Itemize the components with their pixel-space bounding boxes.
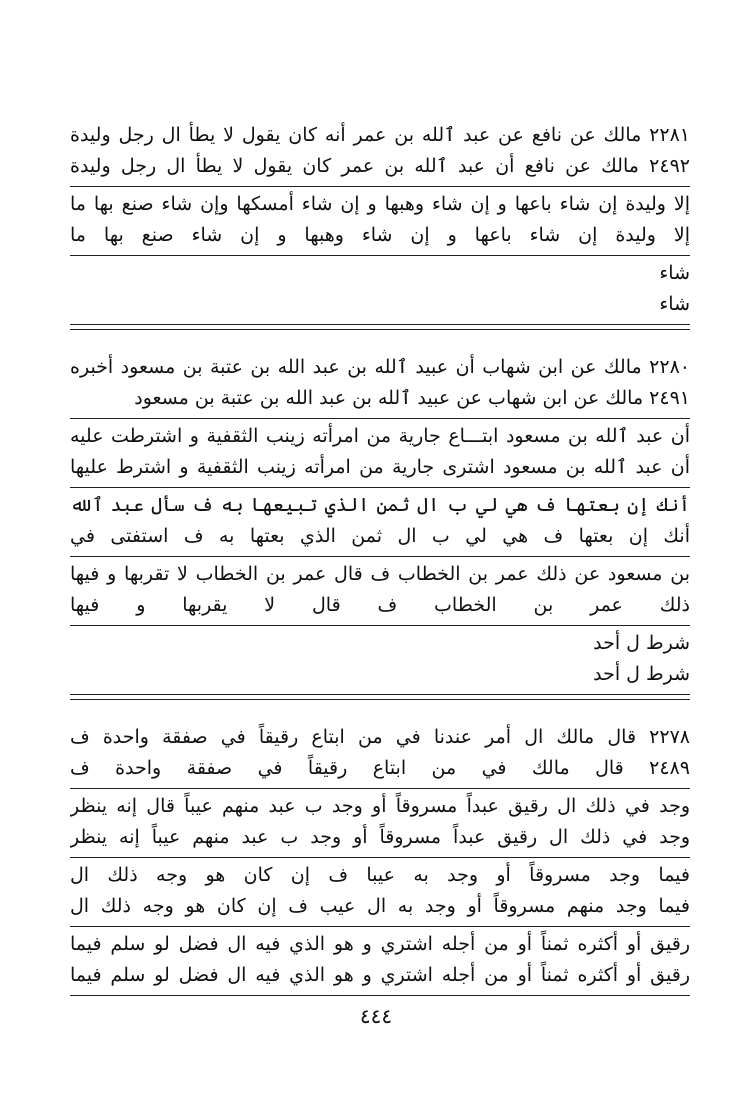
line-pair [70, 858, 690, 927]
hadith-group-2 [70, 350, 690, 700]
text-line: شرط ل أحد [593, 663, 690, 685]
text-line: أن عبد ٱلله بن مسعود اشترى جارية من امرأته زينب الثقفية و اشترط عليها [70, 456, 690, 478]
text-line: وجد في ذلك ال رقيق عبداً مسروقاً أو وجد ب عبد منهم عيباً قال إنه ينظر [70, 795, 690, 817]
text-line: إلا وليدة إن شاء باعها و إن شاء وهبها و إن شاء صنع بها ما [70, 224, 690, 246]
text-line: ٢٤٩١ مالك عن ابن شهاب عن عبيد ٱلله بن عبد الله بن عتبة بن مسعود [134, 387, 690, 409]
line-pair [70, 256, 690, 325]
line-pair [70, 118, 690, 187]
text-line: وجد في ذلك ال رقيق عبداً مسروقاً أو وجد ب عبد منهم عيباً إنه ينظر [70, 826, 690, 848]
text-line: ٢٤٩٢ مالك عن نافع أن عبد ٱلله بن عمر كان يقول لا يطأ ال رجل وليدة [70, 155, 690, 177]
text-line: ٢٤٨٩ قال مالك في من ابتاع رقيقاً في صفقة واحدة ف [70, 757, 690, 779]
hadith-group-1 [70, 118, 690, 330]
line-pair [70, 789, 690, 858]
group-spacer [70, 700, 690, 720]
group-spacer [70, 330, 690, 350]
line-pair [70, 927, 690, 996]
text-line: إلا وليدة إن شاء باعها و إن شاء وهبها و إن شاء أمسكها وإن شاء صنع بها ما [70, 193, 690, 215]
line-pair [70, 187, 690, 256]
page-number: ٤٤٤ [359, 1004, 393, 1028]
text-line: رقيق أو أكثره ثمناً أو من أجله اشتري و هو الذي فيه ال فضل لو سلم فيما [70, 933, 690, 955]
line-pair [70, 488, 690, 557]
line-pair [70, 557, 690, 626]
line-pair [70, 419, 690, 488]
text-line: ٢٢٨١ مالك عن نافع عن عبد ٱلله بن عمر أنه كان يقول لا يطأ ال رجل وليدة [70, 124, 690, 146]
hadith-group-3 [70, 720, 690, 996]
text-line: أنك إن بعتها ف هي لي ب ال ثمن الذي بعتها به ف استفتى في [70, 525, 690, 547]
line-pair [70, 350, 690, 419]
text-line: ذلك عمر بن الخطاب ف قال لا يقربها و فيها [70, 594, 690, 616]
text-line: شاء [659, 262, 690, 284]
text-line: شاء [659, 293, 690, 315]
text-line: أنك إن بعتها ف هي لي ب ال ثمن الذي تبيعها به ف سأل عبد ٱلله [70, 494, 690, 516]
text-line: فيما وجد مسروقاً أو وجد به عيبا ف إن كان هو وجه ذلك ال [70, 864, 690, 886]
text-content [70, 118, 690, 996]
text-line: ٢٢٨٠ مالك عن ابن شهاب أن عبيد ٱلله بن عبد الله بن عتبة بن مسعود أخبره [70, 356, 690, 378]
text-line: أن عبد ٱلله بن مسعود ابتـــاع جارية من امرأته زينب الثقفية و اشترطت عليه [70, 425, 690, 447]
text-line: بن مسعود عن ذلك عمر بن الخطاب ف قال عمر بن الخطاب لا تقربها و فيها [70, 563, 690, 585]
text-line: رقيق أو أكثره ثمناً أو من أجله اشتري و هو الذي فيه ال فضل لو سلم فيما [70, 964, 690, 986]
text-line: شرط ل أحد [593, 632, 690, 654]
line-pair [70, 626, 690, 695]
line-pair [70, 720, 690, 789]
text-line: ٢٢٧٨ قال مالك ال أمر عندنا في من ابتاع رقيقاً في صفقة واحدة ف [70, 726, 690, 748]
text-line: فيما وجد منهم مسروقاً أو وجد به ال عيب ف إن كان هو وجه ذلك ال [70, 895, 690, 917]
